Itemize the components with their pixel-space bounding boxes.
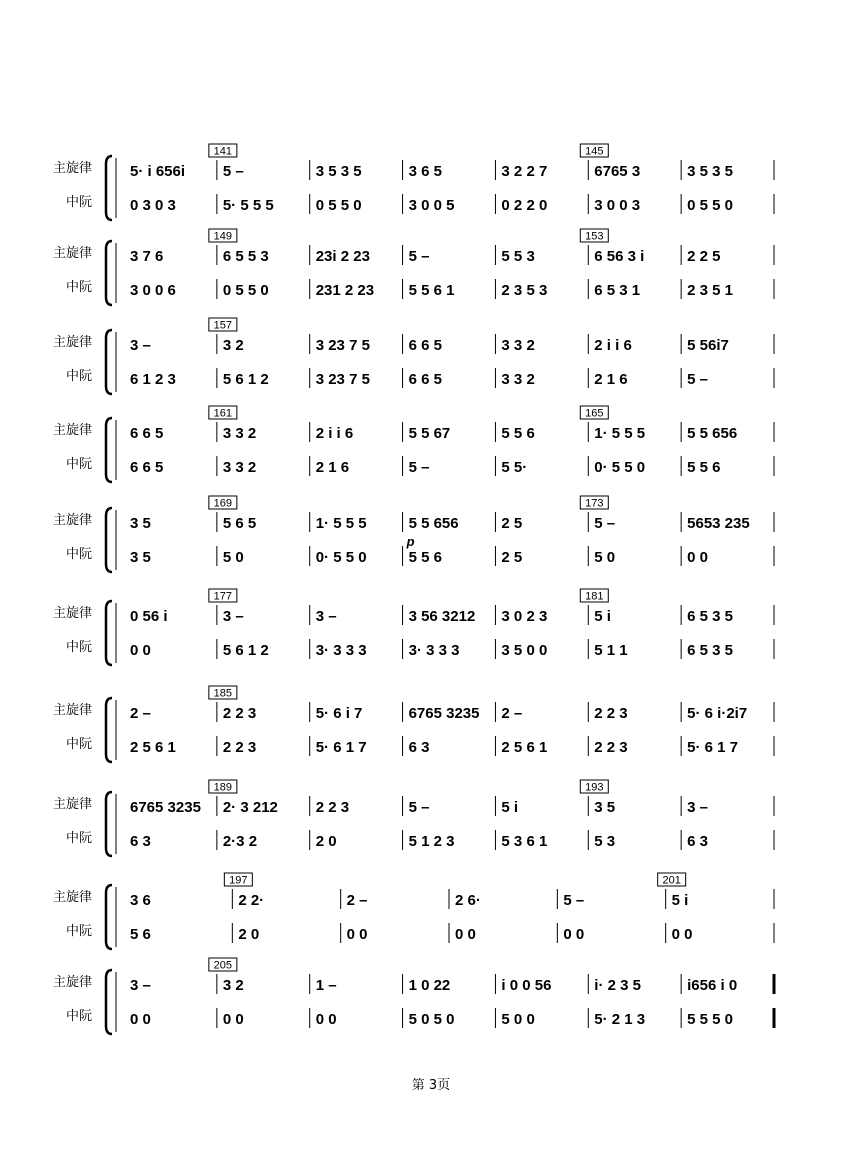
melody-measure: i 0 0 56: [501, 977, 552, 994]
part-label-ruan: 中阮: [65, 639, 92, 654]
melody-measure: 3 23 7 5: [315, 337, 370, 354]
part-label-melody: 主旋律: [52, 512, 92, 527]
system-bracket: [106, 792, 112, 856]
measure-number: 153: [585, 230, 604, 243]
ruan-measure: 2 1 6: [594, 371, 628, 388]
melody-measure: 6 5 5 3: [222, 248, 269, 265]
melody-measure: 2 2·: [238, 892, 265, 909]
melody-measure: 3 7 6: [130, 248, 164, 265]
ruan-measure: 5· 2 1 3: [594, 1011, 646, 1028]
ruan-measure: 2 1 6: [315, 459, 350, 476]
dynamic-marking: p: [406, 534, 415, 549]
ruan-measure: 5 0: [594, 549, 616, 566]
melody-measure: 2 i i 6: [594, 337, 632, 354]
melody-measure: 0 56 i: [130, 608, 168, 625]
melody-measure: 3 6: [130, 892, 151, 909]
part-label-ruan: 中阮: [65, 923, 92, 938]
ruan-measure: 6 5 3 5: [687, 642, 734, 659]
melody-measure: 5653 235: [687, 515, 750, 532]
ruan-measure: 3 0 0 5: [408, 197, 455, 214]
measure-number: 173: [585, 497, 604, 510]
part-label-melody: 主旋律: [52, 974, 92, 989]
melody-measure: 5 –: [222, 163, 244, 180]
ruan-measure: 0· 5 5 0: [594, 459, 646, 476]
melody-measure: 6 56 3 i: [594, 248, 645, 265]
melody-measure: 2 5: [501, 515, 523, 532]
ruan-measure: 2 3 5 1: [687, 282, 734, 299]
melody-measure: 2 –: [130, 705, 151, 722]
melody-measure: 3 5 3 5: [687, 163, 734, 180]
melody-measure: 3 5: [130, 515, 151, 532]
part-label-ruan: 中阮: [65, 1008, 92, 1023]
system-bracket: [106, 508, 112, 572]
melody-measure: 5 i: [671, 892, 689, 909]
ruan-measure: 0 0: [315, 1011, 337, 1028]
ruan-measure: 5 6 1 2: [222, 642, 269, 659]
system-bracket: [106, 885, 112, 949]
system-bracket: [106, 241, 112, 305]
ruan-measure: 5 5 6: [687, 459, 721, 476]
ruan-measure: 5· 5 5 5: [222, 197, 274, 214]
melody-measure: 6765 3: [594, 163, 641, 180]
measure-number: 205: [213, 959, 233, 972]
melody-measure: 1 –: [315, 977, 337, 994]
ruan-measure: 5 –: [408, 459, 430, 476]
melody-measure: 5 5 656: [687, 425, 738, 442]
ruan-measure: 3 0 0 3: [594, 197, 641, 214]
melody-measure: 3 2 2 7: [501, 163, 548, 180]
part-label-ruan: 中阮: [65, 368, 92, 383]
measure-number: 185: [213, 687, 233, 700]
melody-measure: 3 0 2 3: [501, 608, 548, 625]
melody-measure: 2 2 3: [222, 705, 257, 722]
ruan-measure: 0 0: [687, 549, 709, 566]
part-label-melody: 主旋律: [52, 160, 92, 175]
ruan-measure: 0 5 5 0: [222, 282, 269, 299]
melody-measure: 6 6 5: [408, 337, 442, 354]
melody-measure: 6 5 3 5: [687, 608, 734, 625]
ruan-measure: 2 5 6 1: [130, 739, 176, 756]
part-label-melody: 主旋律: [52, 702, 92, 717]
ruan-measure: 5 6 1 2: [222, 371, 269, 388]
measure-number: 197: [229, 874, 248, 887]
melody-measure: 2 –: [501, 705, 523, 722]
system-bracket: [106, 156, 112, 220]
measure-number: 165: [585, 407, 604, 420]
system-bracket: [106, 698, 112, 762]
melody-measure: 5 –: [563, 892, 585, 909]
ruan-measure: 3 23 7 5: [315, 371, 370, 388]
ruan-measure: 5 5·: [501, 459, 528, 476]
melody-measure: 3 –: [687, 799, 709, 816]
ruan-measure: 0 0: [563, 926, 585, 943]
melody-measure: 5 –: [408, 799, 430, 816]
melody-measure: 3 2: [222, 977, 244, 994]
measure-number: 161: [213, 407, 233, 420]
ruan-measure: 6 5 3 1: [594, 282, 641, 299]
ruan-measure: 6 6 5: [130, 459, 164, 476]
ruan-measure: 0 5 5 0: [315, 197, 362, 214]
ruan-measure: 0 0: [222, 1011, 244, 1028]
melody-measure: 3 –: [222, 608, 244, 625]
ruan-measure: 0 5 5 0: [687, 197, 734, 214]
melody-measure: 2 i i 6: [315, 425, 354, 442]
melody-measure: i· 2 3 5: [594, 977, 641, 994]
ruan-measure: 2 5: [501, 549, 523, 566]
part-label-ruan: 中阮: [65, 456, 92, 471]
ruan-measure: 0 0: [346, 926, 368, 943]
ruan-measure: 5 0 0: [501, 1011, 535, 1028]
melody-measure: 5 5 67: [408, 425, 451, 442]
melody-measure: 5 –: [408, 248, 430, 265]
melody-measure: 6765 3235: [408, 705, 480, 722]
melody-measure: 23i 2 23: [315, 248, 370, 265]
ruan-measure: 2 0: [238, 926, 260, 943]
ruan-measure: 5 1 2 3: [408, 833, 455, 850]
ruan-measure: 3 3 2: [222, 459, 257, 476]
system-bracket: [106, 418, 112, 482]
melody-measure: 5 56i7: [687, 337, 729, 354]
part-label-ruan: 中阮: [65, 546, 92, 561]
melody-measure: 3 –: [130, 977, 151, 994]
melody-measure: 5 5 3: [501, 248, 535, 265]
ruan-measure: 0 0: [130, 1011, 151, 1028]
melody-measure: 5· i 656i: [130, 163, 186, 180]
ruan-measure: 5 1 1: [594, 642, 628, 659]
ruan-measure: 5· 6 1 7: [315, 739, 367, 756]
ruan-measure: 0 2 2 0: [501, 197, 548, 214]
measure-number: 141: [213, 145, 233, 158]
measure-number: 181: [585, 590, 604, 603]
part-label-melody: 主旋律: [52, 796, 92, 811]
ruan-measure: 6 3: [687, 833, 709, 850]
ruan-measure: 3 5 0 0: [501, 642, 548, 659]
ruan-measure: 231 2 23: [315, 282, 375, 299]
melody-measure: 1· 5 5 5: [315, 515, 367, 532]
melody-measure: 5· 6 i·2i7: [687, 705, 748, 722]
ruan-measure: 6 3: [130, 833, 151, 850]
ruan-measure: 6 6 5: [408, 371, 442, 388]
melody-measure: 3 5 3 5: [315, 163, 362, 180]
melody-measure: 3 5: [594, 799, 616, 816]
ruan-measure: 3 3 2: [501, 371, 535, 388]
melody-measure: 3 –: [315, 608, 337, 625]
melody-measure: 6 6 5: [130, 425, 164, 442]
ruan-measure: 5 6: [130, 926, 151, 943]
ruan-measure: 5 0 5 0: [408, 1011, 455, 1028]
ruan-measure: 0 0: [671, 926, 693, 943]
ruan-measure: 5 5 6: [408, 549, 442, 566]
ruan-measure: 2 3 5 3: [501, 282, 548, 299]
melody-measure: 2 6·: [455, 892, 481, 909]
ruan-measure: 5 3 6 1: [501, 833, 548, 850]
ruan-measure: 3· 3 3 3: [408, 642, 460, 659]
system-bracket: [106, 330, 112, 394]
part-label-ruan: 中阮: [65, 194, 92, 209]
ruan-measure: 2·3 2: [222, 833, 258, 850]
part-label-melody: 主旋律: [52, 889, 92, 904]
melody-measure: 5 5 656: [408, 515, 459, 532]
part-label-melody: 主旋律: [52, 605, 92, 620]
melody-measure: 3 –: [130, 337, 151, 354]
ruan-measure: 2 2 3: [594, 739, 628, 756]
part-label-ruan: 中阮: [65, 830, 92, 845]
system-bracket: [106, 970, 112, 1034]
ruan-measure: 0 0: [130, 642, 151, 659]
melody-measure: 2 –: [346, 892, 368, 909]
ruan-measure: 0 3 0 3: [130, 197, 176, 214]
melody-measure: 5· 6 i 7: [315, 705, 363, 722]
melody-measure: 5 6 5: [222, 515, 257, 532]
part-label-melody: 主旋律: [52, 245, 92, 260]
part-label-melody: 主旋律: [52, 334, 92, 349]
ruan-measure: 2 2 3: [222, 739, 257, 756]
ruan-measure: 2 0: [315, 833, 337, 850]
ruan-measure: 5· 6 1 7: [687, 739, 739, 756]
measure-number: 157: [213, 319, 233, 332]
ruan-measure: 3· 3 3 3: [315, 642, 367, 659]
system-bracket: [106, 601, 112, 665]
ruan-measure: 5 5 5 0: [687, 1011, 734, 1028]
measure-number: 193: [585, 781, 604, 794]
melody-measure: 5 i: [594, 608, 611, 625]
melody-measure: 3 6 5: [408, 163, 442, 180]
melody-measure: 3 2: [222, 337, 244, 354]
part-label-ruan: 中阮: [65, 736, 92, 751]
measure-number: 145: [585, 145, 604, 158]
ruan-measure: 0· 5 5 0: [315, 549, 367, 566]
ruan-measure: 5 5 6 1: [408, 282, 455, 299]
melody-measure: 2 2 5: [687, 248, 721, 265]
ruan-measure: 3 5: [130, 549, 151, 566]
ruan-measure: 3 0 0 6: [130, 282, 176, 299]
melody-measure: 3 56 3212: [408, 608, 476, 625]
part-label-melody: 主旋律: [52, 422, 92, 437]
ruan-measure: 5 –: [687, 371, 709, 388]
melody-measure: 3 3 2: [501, 337, 535, 354]
measure-number: 169: [213, 497, 233, 510]
melody-measure: 3 3 2: [222, 425, 257, 442]
measure-number: 149: [213, 230, 233, 243]
melody-measure: 5 5 6: [501, 425, 535, 442]
ruan-measure: 5 0: [222, 549, 244, 566]
melody-measure: i656 i 0: [687, 977, 738, 994]
measure-number: 177: [213, 590, 233, 603]
melody-measure: 1 0 22: [408, 977, 451, 994]
measure-number: 189: [213, 781, 233, 794]
melody-measure: 5 –: [594, 515, 616, 532]
melody-measure: 2 2 3: [315, 799, 350, 816]
melody-measure: 1· 5 5 5: [594, 425, 646, 442]
ruan-measure: 6 1 2 3: [130, 371, 176, 388]
measure-number: 201: [662, 874, 681, 887]
ruan-measure: 5 3: [594, 833, 616, 850]
ruan-measure: 0 0: [455, 926, 476, 943]
page-footer: 第 3页: [411, 1078, 451, 1093]
part-label-ruan: 中阮: [65, 279, 92, 294]
melody-measure: 2· 3 212: [222, 799, 278, 816]
melody-measure: 5 i: [501, 799, 519, 816]
ruan-measure: 2 5 6 1: [501, 739, 548, 756]
ruan-measure: 6 3: [408, 739, 430, 756]
melody-measure: 6765 3235: [130, 799, 201, 816]
melody-measure: 2 2 3: [594, 705, 628, 722]
